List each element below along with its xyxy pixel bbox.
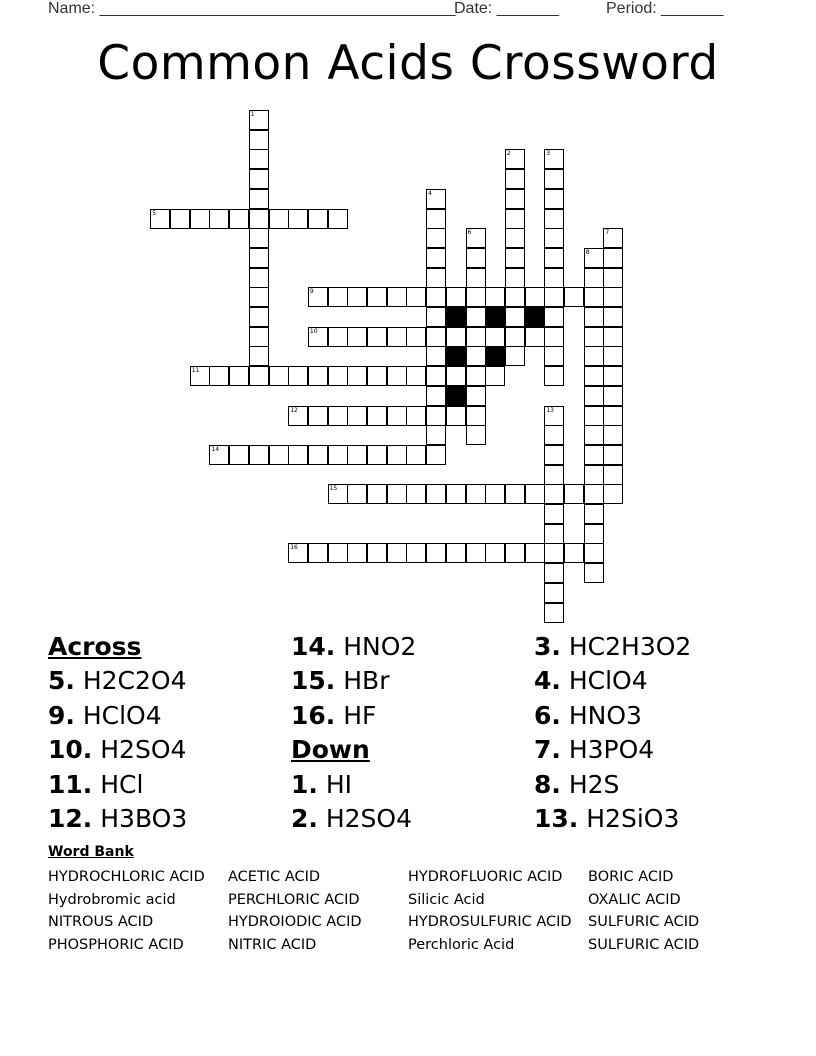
grid-cell[interactable] — [426, 425, 446, 445]
grid-cell[interactable] — [328, 209, 348, 229]
word-bank-title: Word Bank — [48, 844, 134, 860]
grid-cell[interactable] — [544, 248, 564, 268]
grid-cell[interactable] — [209, 366, 229, 386]
black-cell — [525, 307, 545, 327]
grid-cell[interactable] — [466, 268, 486, 288]
date-field[interactable]: Date: _______ — [454, 0, 559, 17]
grid-cell[interactable] — [603, 307, 623, 327]
clue-item — [534, 768, 691, 802]
clue-item — [48, 664, 187, 698]
clue-num: 8. — [534, 769, 561, 799]
clue-text: H3PO4 — [560, 735, 655, 765]
grid-cell[interactable] — [505, 307, 525, 327]
black-cell — [446, 307, 466, 327]
grid-cell[interactable] — [525, 327, 545, 347]
grid-cell[interactable] — [426, 209, 446, 229]
grid-cell[interactable] — [406, 445, 426, 465]
clue-num: 13. — [534, 803, 579, 833]
grid-cell[interactable] — [387, 484, 407, 504]
grid-cell[interactable] — [603, 465, 623, 485]
grid-cell[interactable] — [603, 268, 623, 288]
grid-cell[interactable] — [426, 228, 446, 248]
grid-cell[interactable] — [485, 366, 505, 386]
grid-cell[interactable] — [603, 327, 623, 347]
grid-cell[interactable] — [603, 386, 623, 406]
grid-cell[interactable] — [544, 268, 564, 288]
clue-num: 6. — [534, 700, 561, 730]
grid-cell[interactable] — [406, 287, 426, 307]
word-bank-item: Hydrobromic acid — [48, 891, 176, 908]
grid-cell[interactable] — [584, 504, 604, 524]
grid-cell[interactable] — [387, 366, 407, 386]
grid-cell[interactable] — [406, 406, 426, 426]
grid-cell[interactable] — [584, 465, 604, 485]
word-bank-item: SULFURIC ACID — [588, 914, 700, 931]
grid-cell[interactable] — [544, 189, 564, 209]
grid-cell[interactable] — [544, 583, 564, 603]
grid-cell[interactable] — [544, 366, 564, 386]
grid-cell[interactable] — [485, 327, 505, 347]
clue-text: HNO2 — [335, 632, 417, 661]
name-field[interactable]: Name: ________________________________________ — [48, 0, 456, 17]
clue-number: 15 — [329, 485, 338, 493]
grid-cell[interactable] — [170, 209, 190, 229]
grid-cell[interactable] — [466, 346, 486, 366]
clue-number: 14 — [211, 445, 220, 453]
grid-cell[interactable] — [347, 327, 367, 347]
word-bank-item: NITRIC ACID — [228, 937, 317, 954]
clue-number: 11 — [191, 367, 200, 375]
grid-cell[interactable] — [466, 366, 486, 386]
clue-number: 4 — [428, 189, 432, 197]
grid-cell[interactable] — [446, 406, 466, 426]
grid-cell[interactable] — [269, 366, 289, 386]
clue-num: 12. — [48, 803, 93, 833]
grid-cell[interactable] — [249, 268, 269, 288]
grid-cell[interactable] — [544, 346, 564, 366]
grid-cell[interactable] — [367, 484, 387, 504]
grid-cell[interactable] — [387, 445, 407, 465]
grid-cell[interactable] — [249, 130, 269, 150]
clue-number: 8 — [585, 248, 590, 256]
grid-cell[interactable] — [328, 543, 348, 563]
clue-text: HC2H3O2 — [560, 632, 692, 661]
clue-number: 7 — [605, 229, 610, 237]
grid-cell[interactable] — [308, 543, 328, 563]
grid-cell[interactable] — [505, 169, 525, 189]
grid-cell[interactable] — [367, 366, 387, 386]
grid-cell[interactable] — [347, 543, 367, 563]
page-title: Common Acids Crossword — [97, 36, 719, 91]
clue-item — [48, 768, 187, 802]
clue-item — [534, 802, 691, 836]
grid-cell[interactable] — [603, 346, 623, 366]
clue-number: 12 — [290, 406, 298, 414]
grid-cell[interactable] — [466, 406, 486, 426]
grid-cell[interactable] — [466, 543, 486, 563]
grid-cell[interactable] — [584, 346, 604, 366]
grid-cell[interactable] — [505, 248, 525, 268]
clue-text: HClO4 — [74, 700, 162, 730]
grid-cell[interactable] — [584, 366, 604, 386]
grid-cell[interactable] — [249, 366, 269, 386]
clue-item — [534, 630, 691, 664]
grid-cell[interactable] — [544, 445, 564, 465]
grid-cell[interactable] — [584, 268, 604, 288]
word-bank-item: ACETIC ACID — [228, 869, 321, 885]
grid-cell[interactable] — [249, 149, 269, 169]
clue-num: 9. — [48, 700, 75, 730]
grid-cell[interactable] — [367, 327, 387, 347]
grid-cell[interactable] — [406, 327, 426, 347]
grid-cell[interactable] — [387, 327, 407, 347]
clue-num: 5. — [48, 666, 75, 696]
grid-cell[interactable] — [505, 543, 525, 563]
clue-num: 10. — [48, 735, 93, 765]
grid-cell[interactable] — [603, 248, 623, 268]
grid-cell[interactable] — [308, 209, 328, 229]
clue-item — [48, 733, 187, 767]
grid-cell[interactable] — [347, 406, 367, 426]
word-bank-item: Silicic Acid — [408, 891, 485, 908]
word-bank-item: HYDROSULFURIC ACID — [408, 914, 572, 931]
grid-cell[interactable] — [603, 406, 623, 426]
grid-cell[interactable] — [544, 209, 564, 229]
period-field[interactable]: Period: _______ — [606, 0, 724, 17]
grid-cell[interactable] — [347, 287, 367, 307]
clue-num: 2. — [291, 803, 318, 833]
clue-column-2 — [291, 630, 416, 836]
clue-column-3 — [534, 630, 691, 836]
grid-cell[interactable] — [249, 307, 269, 327]
grid-cell[interactable] — [288, 445, 308, 465]
word-bank-item: PERCHLORIC ACID — [228, 891, 360, 908]
clue-text: HClO4 — [560, 666, 648, 696]
word-bank-column-2 — [228, 866, 362, 957]
clue-number: 2 — [506, 150, 511, 158]
grid-cell[interactable] — [308, 366, 328, 386]
clue-item — [534, 699, 691, 733]
grid-cell[interactable] — [525, 287, 545, 307]
grid-cell[interactable] — [505, 268, 525, 288]
grid-cell[interactable] — [328, 366, 348, 386]
grid-cell[interactable] — [406, 543, 426, 563]
grid-cell[interactable] — [584, 484, 604, 504]
grid-cell[interactable] — [426, 445, 446, 465]
grid-cell[interactable] — [584, 563, 604, 583]
grid-cell[interactable] — [190, 209, 210, 229]
grid-cell[interactable] — [229, 445, 249, 465]
grid-cell[interactable] — [387, 287, 407, 307]
grid-cell[interactable] — [544, 287, 564, 307]
grid-cell[interactable] — [505, 189, 525, 209]
grid-cell[interactable] — [446, 287, 466, 307]
grid-cell[interactable] — [466, 248, 486, 268]
grid-cell[interactable] — [525, 484, 545, 504]
grid-cell[interactable] — [584, 543, 604, 563]
grid-cell[interactable] — [249, 248, 269, 268]
clue-heading: Across — [48, 632, 142, 661]
grid-cell[interactable] — [229, 209, 249, 229]
grid-cell[interactable] — [367, 287, 387, 307]
grid-cell[interactable] — [544, 327, 564, 347]
grid-cell[interactable] — [367, 406, 387, 426]
clue-number: 13 — [546, 406, 554, 414]
grid-cell[interactable] — [446, 366, 466, 386]
grid-cell[interactable] — [426, 248, 446, 268]
clue-text: H2SO4 — [92, 735, 187, 765]
grid-cell[interactable] — [544, 228, 564, 248]
grid-cell[interactable] — [603, 287, 623, 307]
grid-cell[interactable] — [485, 287, 505, 307]
clue-text: HNO3 — [560, 700, 642, 730]
grid-cell[interactable] — [544, 425, 564, 445]
grid-cell[interactable] — [466, 484, 486, 504]
clue-text: HI — [317, 769, 353, 799]
grid-cell[interactable] — [564, 484, 584, 504]
grid-cell[interactable] — [446, 327, 466, 347]
grid-cell[interactable] — [544, 307, 564, 327]
clue-num: 1. — [291, 769, 318, 799]
grid-cell[interactable] — [426, 268, 446, 288]
grid-cell[interactable] — [544, 543, 564, 563]
word-bank-column-3 — [408, 866, 572, 957]
grid-cell[interactable] — [406, 484, 426, 504]
clue-item — [291, 699, 416, 733]
grid-cell[interactable] — [584, 445, 604, 465]
clue-item — [291, 802, 416, 836]
grid-cell[interactable] — [544, 169, 564, 189]
word-bank-column-4 — [588, 866, 699, 957]
clue-num: 14. — [291, 632, 336, 661]
grid-cell[interactable] — [387, 543, 407, 563]
clue-num: 16. — [291, 700, 336, 730]
word-bank-item: SULFURIC ACID — [588, 937, 700, 954]
grid-cell[interactable] — [584, 307, 604, 327]
grid-cell[interactable] — [426, 484, 446, 504]
clue-text: HCl — [92, 769, 144, 799]
word-bank-item: BORIC ACID — [588, 869, 674, 885]
grid-cell[interactable] — [426, 307, 446, 327]
clue-num: 7. — [534, 735, 561, 765]
grid-cell[interactable] — [584, 406, 604, 426]
grid-cell[interactable] — [505, 287, 525, 307]
grid-cell[interactable] — [328, 445, 348, 465]
grid-cell[interactable] — [347, 484, 367, 504]
clue-item — [291, 664, 416, 698]
clue-heading: Down — [291, 735, 370, 765]
grid-cell[interactable] — [367, 445, 387, 465]
grid-cell[interactable] — [466, 425, 486, 445]
word-bank-item: HYDROIODIC ACID — [228, 914, 362, 931]
clue-text: HBr — [335, 666, 390, 696]
grid-cell[interactable] — [347, 445, 367, 465]
grid-cell[interactable] — [505, 346, 525, 366]
grid-cell[interactable] — [603, 366, 623, 386]
clue-num: 3. — [534, 632, 561, 661]
clue-number: 9 — [309, 288, 314, 296]
grid-cell[interactable] — [564, 287, 584, 307]
grid-cell[interactable] — [269, 445, 289, 465]
grid-cell[interactable] — [249, 228, 269, 248]
grid-cell[interactable] — [466, 386, 486, 406]
word-bank-item: PHOSPHORIC ACID — [48, 937, 184, 954]
grid-cell[interactable] — [544, 603, 564, 623]
grid-cell[interactable] — [505, 209, 525, 229]
grid-cell[interactable] — [446, 543, 466, 563]
grid-cell[interactable] — [485, 484, 505, 504]
word-bank-item: HYDROFLUORIC ACID — [408, 869, 563, 885]
grid-cell[interactable] — [584, 524, 604, 544]
grid-cell[interactable] — [505, 327, 525, 347]
grid-cell[interactable] — [347, 366, 367, 386]
grid-cell[interactable] — [288, 366, 308, 386]
clue-num: 11. — [48, 769, 93, 799]
word-bank-column-1 — [48, 866, 205, 957]
grid-cell[interactable] — [525, 543, 545, 563]
clue-item — [48, 802, 187, 836]
grid-cell[interactable] — [564, 543, 584, 563]
grid-cell[interactable] — [466, 287, 486, 307]
grid-cell[interactable] — [505, 484, 525, 504]
grid-cell[interactable] — [249, 209, 269, 229]
grid-cell[interactable] — [406, 366, 426, 386]
word-bank-item: HYDROCHLORIC ACID — [48, 869, 205, 885]
grid-cell[interactable] — [603, 425, 623, 445]
black-cell — [485, 346, 505, 366]
clue-number: 6 — [467, 229, 472, 237]
clue-item — [48, 699, 187, 733]
grid-cell[interactable] — [269, 209, 289, 229]
clue-item — [534, 733, 691, 767]
word-bank-item: Perchloric Acid — [408, 937, 515, 954]
grid-cell[interactable] — [485, 543, 505, 563]
grid-cell[interactable] — [466, 307, 486, 327]
grid-cell[interactable] — [308, 445, 328, 465]
grid-cell[interactable] — [249, 346, 269, 366]
grid-cell[interactable] — [328, 327, 348, 347]
clue-text: H3BO3 — [92, 803, 188, 833]
grid-cell[interactable] — [505, 228, 525, 248]
black-cell — [485, 307, 505, 327]
clue-num: 15. — [291, 666, 336, 696]
clue-number: 10 — [309, 327, 318, 335]
clue-item — [291, 768, 416, 802]
grid-cell[interactable] — [426, 543, 446, 563]
grid-cell[interactable] — [387, 406, 407, 426]
word-bank-item: OXALIC ACID — [588, 891, 681, 908]
grid-cell[interactable] — [426, 406, 446, 426]
clue-item — [291, 630, 416, 664]
clue-text: H2S — [560, 769, 620, 799]
grid-cell[interactable] — [249, 189, 269, 209]
black-cell — [446, 346, 466, 366]
clue-text: H2C2O4 — [74, 666, 187, 696]
grid-cell[interactable] — [426, 366, 446, 386]
grid-cell[interactable] — [466, 327, 486, 347]
grid-cell[interactable] — [584, 425, 604, 445]
grid-cell[interactable] — [328, 287, 348, 307]
clue-text: H2SiO3 — [578, 803, 680, 833]
grid-cell[interactable] — [544, 563, 564, 583]
grid-cell[interactable] — [288, 209, 308, 229]
grid-cell[interactable] — [209, 209, 229, 229]
grid-cell[interactable] — [328, 406, 348, 426]
grid-cell[interactable] — [426, 327, 446, 347]
word-bank-item: NITROUS ACID — [48, 914, 154, 931]
grid-cell[interactable] — [249, 169, 269, 189]
grid-cell[interactable] — [446, 484, 466, 504]
grid-cell[interactable] — [544, 524, 564, 544]
clue-item — [534, 664, 691, 698]
grid-cell[interactable] — [426, 287, 446, 307]
clue-number: 3 — [546, 150, 551, 158]
grid-cell[interactable] — [229, 366, 249, 386]
grid-cell[interactable] — [367, 543, 387, 563]
clue-number: 5 — [152, 209, 157, 217]
grid-cell[interactable] — [249, 327, 269, 347]
grid-cell[interactable] — [308, 406, 328, 426]
grid-cell[interactable] — [584, 386, 604, 406]
clue-text: HF — [335, 700, 377, 730]
grid-cell[interactable] — [603, 445, 623, 465]
grid-cell[interactable] — [426, 386, 446, 406]
clue-num: 4. — [534, 666, 561, 696]
grid-cell[interactable] — [603, 484, 623, 504]
grid-cell[interactable] — [544, 484, 564, 504]
grid-cell[interactable] — [249, 445, 269, 465]
grid-cell[interactable] — [584, 327, 604, 347]
clue-number: 1 — [250, 111, 255, 118]
black-cell — [446, 386, 466, 406]
grid-cell[interactable] — [426, 346, 446, 366]
grid-cell[interactable] — [584, 287, 604, 307]
clue-number: 16 — [290, 544, 298, 552]
grid-cell[interactable] — [544, 465, 564, 485]
clue-column-1 — [48, 630, 187, 836]
grid-cell[interactable] — [249, 287, 269, 307]
grid-cell[interactable] — [544, 504, 564, 524]
clue-text: H2SO4 — [317, 803, 413, 833]
